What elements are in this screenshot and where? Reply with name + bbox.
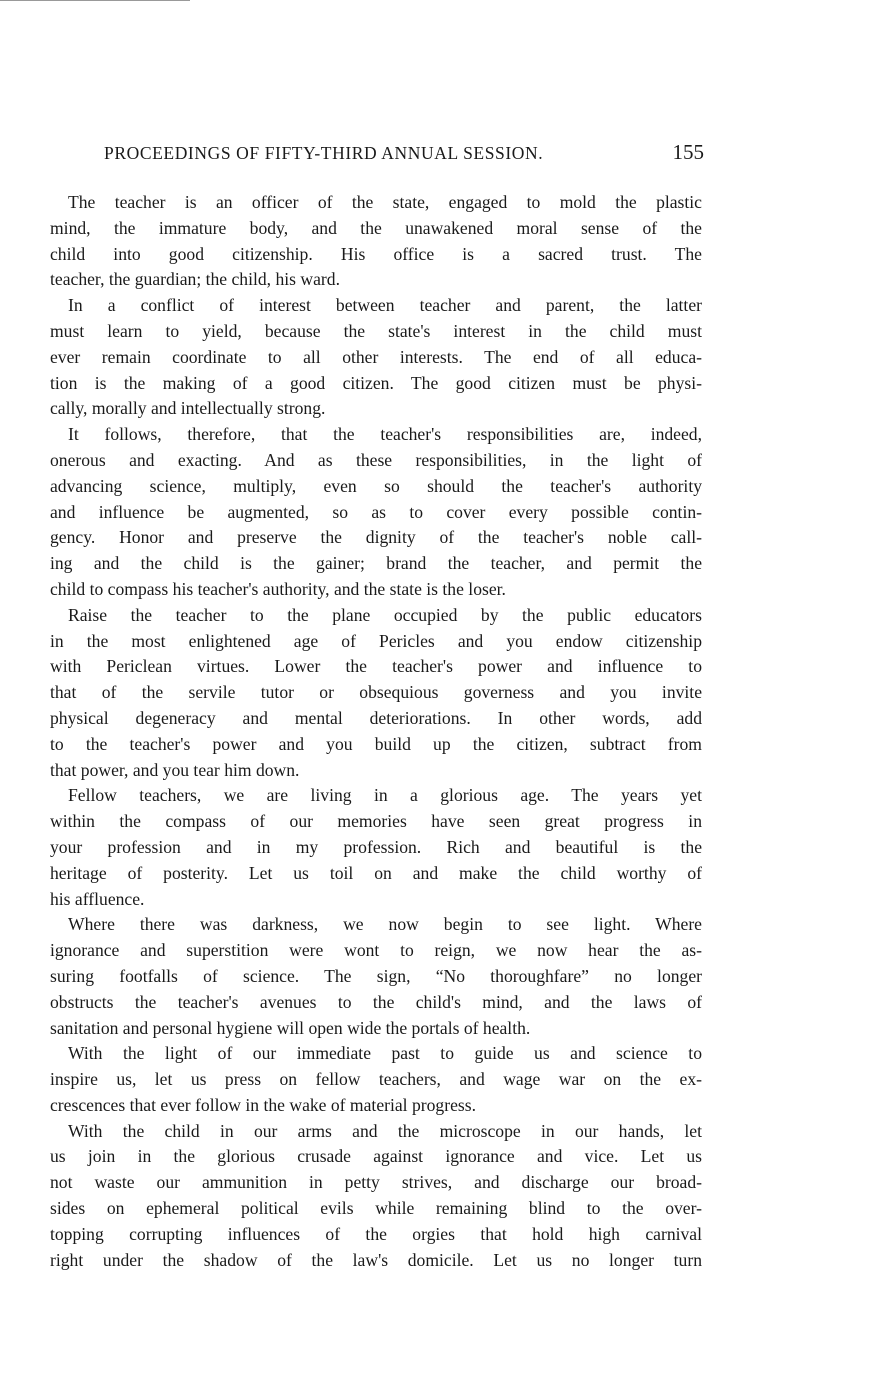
text-line: child into good citizenship. His office is a sacred trust. The bbox=[50, 243, 702, 264]
text-line: heritage of posterity. Let us toil on and make the child worthy of bbox=[50, 862, 702, 883]
paragraph-1 bbox=[50, 190, 702, 293]
text-line: obstructs the teacher's avenues to the child's mind, and the laws of bbox=[50, 991, 702, 1012]
text-line: with Periclean virtues. Lower the teacher's power and influence to bbox=[50, 656, 702, 677]
text-line: that power, and you tear him down. bbox=[50, 759, 300, 780]
text-line: mind, the immature body, and the unawakened moral sense of the bbox=[50, 217, 702, 238]
text-line: that of the servile tutor or obsequious governess and you invite bbox=[50, 682, 702, 703]
text-line: topping corrupting influences of the orgies that hold high carnival bbox=[50, 1223, 702, 1244]
text-line: must learn to yield, because the state's interest in the child must bbox=[50, 320, 702, 341]
text-line: Fellow teachers, we are living in a glorious age. The years yet bbox=[68, 785, 702, 806]
text-line: in the most enlightened age of Pericles and you endow citizenship bbox=[50, 630, 702, 651]
running-head: PROCEEDINGS OF FIFTY-THIRD ANNUAL SESSION. bbox=[104, 143, 544, 163]
text-line: With the child in our arms and the microscope in our hands, let bbox=[68, 1120, 702, 1141]
paragraph-4 bbox=[50, 603, 702, 784]
paragraph-5 bbox=[50, 783, 702, 912]
text-line: onerous and exacting. And as these responsibilities, in the light of bbox=[50, 449, 702, 470]
page-number: 155 bbox=[672, 140, 704, 164]
text-line: advancing science, multiply, even so should the teacher's authority bbox=[50, 475, 702, 496]
text-line: Where there was darkness, we now begin to see light. Where bbox=[68, 914, 702, 935]
text-line: ignorance and superstition were wont to reign, we now hear the as- bbox=[50, 940, 702, 961]
text-line: teacher, the guardian; the child, his ward. bbox=[50, 269, 340, 290]
text-line: gency. Honor and preserve the dignity of the teacher's noble call- bbox=[50, 527, 702, 548]
text-line: your profession and in my profession. Rich and beautiful is the bbox=[50, 836, 702, 857]
paragraph-6 bbox=[50, 912, 702, 1041]
text-line: tion is the making of a good citizen. The good citizen must be physi- bbox=[50, 372, 702, 393]
text-line: sanitation and personal hygiene will open wide the portals of health. bbox=[50, 1017, 531, 1038]
text-line: sides on ephemeral political evils while remaining blind to the over- bbox=[50, 1198, 702, 1219]
paragraph-3 bbox=[50, 422, 702, 603]
text-line: With the light of our immediate past to guide us and science to bbox=[68, 1043, 702, 1064]
page-header bbox=[104, 140, 704, 168]
text-line: to the teacher's power and you build up the citizen, subtract from bbox=[50, 733, 702, 754]
text-line: Raise the teacher to the plane occupied by the public educators bbox=[68, 604, 702, 625]
text-line: The teacher is an officer of the state, engaged to mold the plastic bbox=[68, 192, 702, 212]
text-line: right under the shadow of the law's domicile. Let us no longer turn bbox=[50, 1249, 702, 1270]
text-line: child to compass his teacher's authority, and the state is the loser. bbox=[50, 578, 506, 599]
text-line: his affluence. bbox=[50, 888, 145, 909]
text-line: crescences that ever follow in the wake of material progress. bbox=[50, 1094, 476, 1115]
text-line: within the compass of our memories have seen great progress in bbox=[50, 811, 702, 832]
body-text bbox=[50, 190, 702, 1273]
text-line: In a conflict of interest between teacher and parent, the latter bbox=[68, 295, 702, 316]
text-line: us join in the glorious crusade against ignorance and vice. Let us bbox=[50, 1146, 702, 1167]
paragraph-8 bbox=[50, 1119, 702, 1274]
text-line: not waste our ammunition in petty strives, and discharge our broad- bbox=[50, 1172, 702, 1193]
text-line: ing and the child is the gainer; brand the teacher, and permit the bbox=[50, 553, 702, 574]
text-line: and influence be augmented, so as to cover every possible contin- bbox=[50, 501, 702, 522]
text-line: It follows, therefore, that the teacher's responsibilities are, indeed, bbox=[68, 424, 702, 445]
text-line: inspire us, let us press on fellow teachers, and wage war on the ex- bbox=[50, 1069, 702, 1090]
paragraph-2 bbox=[50, 293, 702, 422]
text-line: cally, morally and intellectually strong. bbox=[50, 398, 326, 419]
text-line: ever remain coordinate to all other interests. The end of all educa- bbox=[50, 346, 702, 367]
paragraph-7 bbox=[50, 1041, 702, 1118]
text-line: suring footfalls of science. The sign, “No thoroughfare” no longer bbox=[50, 965, 702, 986]
top-rule bbox=[0, 0, 190, 1]
text-line: physical degeneracy and mental deteriorations. In other words, add bbox=[50, 707, 702, 728]
